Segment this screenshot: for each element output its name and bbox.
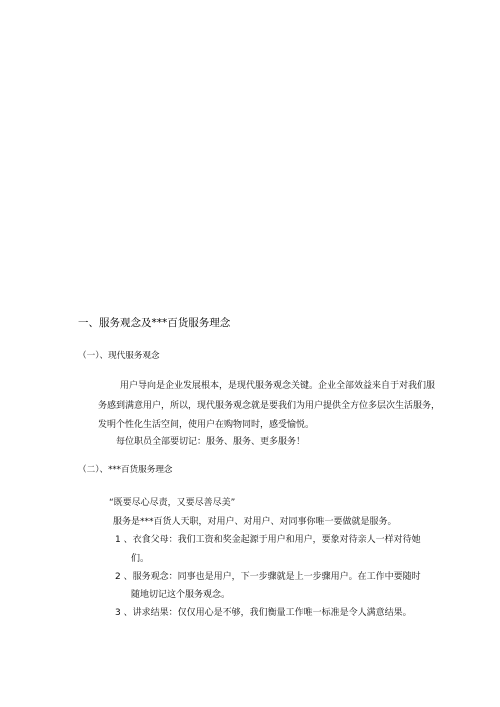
section-1-para-1-line-1: 用户导向是企业发展根本，是现代服务观念关键。企业全部效益来自于对我们服	[120, 381, 436, 391]
section-1-para-1-line-2: 务感到满意用户，所以，现代服务观念就是要我们为用户提供全方位多层次生活服务，	[98, 401, 441, 411]
list-item-1-line-1: 1 、衣食父母：我们工资和奖金起源于用户和用户，要象对待亲人一样对待她	[115, 535, 421, 545]
list-item-3-line-1: 3 、讲求结果：仅仅用心是不够，我们衡量工作唯一标准是令人满意结果。	[115, 608, 412, 618]
section-1-title: （一）、现代服务观念	[78, 351, 160, 361]
section-1-para-2: 每位职员全部要切记：服务、服务、更多服务！	[116, 437, 306, 447]
section-1-para-1-line-3: 发明个性化生活空间，使用户在购物同时，感受愉悦。	[98, 420, 315, 430]
section-2-intro: 服务是***百货人天职，对用户、对用户、对同事你唯一要做就是服务。	[113, 517, 397, 527]
section-2-title: （二）、***百货服务理念	[78, 465, 173, 475]
list-item-2-line-2: 随地切记这个服务观念。	[131, 590, 231, 600]
list-item-1-line-2: 们。	[131, 554, 150, 564]
section-2-quote: “既要尽心尽责，又要尽善尽美”	[109, 498, 236, 508]
heading-1: 一、服务观念及***百货服务理念	[78, 317, 231, 329]
list-item-2-line-1: 2 、服务观念：同事也是用户，下一步骤就是上一步骤用户。在工作中要随时	[115, 572, 421, 582]
